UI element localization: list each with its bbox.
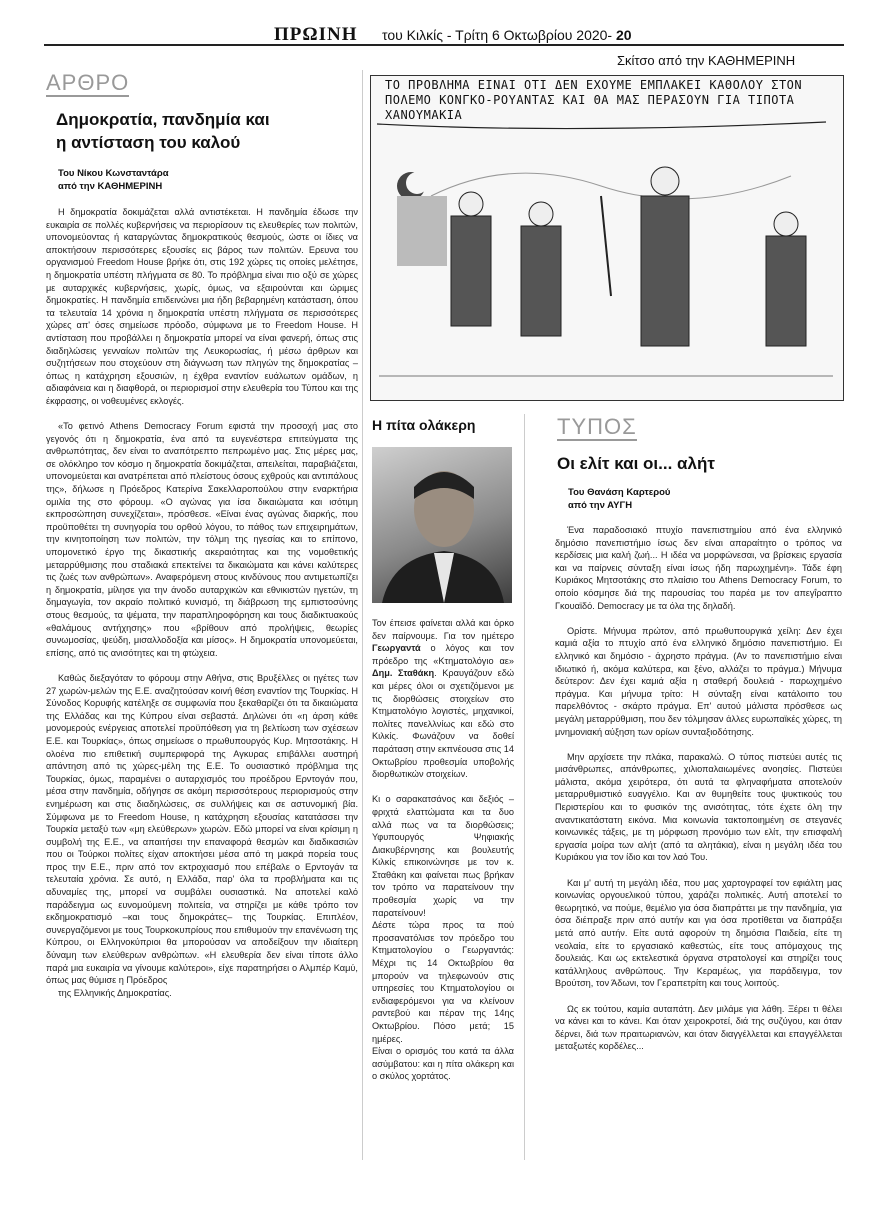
article2-paragraph: Δέστε τώρα προς τα πού προσανατόλισε τον πρόεδρο του Κτηματολογίου ο Γεωργαντάς: Μέχρι τις 14 Οκτωβρίου θα μπορούν να τηλεφωνούν στις υπηρεσίες του Κτηματολογίου οι ενδιαφερόμενοι για να κλείνουν ραντεβού και πέραν της 14ης Οκτωβρίου. Πόσο μετά; 15 ημέρες. <box>372 920 514 1044</box>
article1-paragraph: Η δημοκρατία δοκιμάζεται αλλά αντιστέκεται. Η πανδημία έδωσε την ευκαιρία σε πολλές κυβερνήσεις να περιορίσουν τις ελευθερίες των πολιτών, υπονομεύοντας ή καταργώντας δημοκρατικούς θεσμούς, ώστε οι ίδιες να αποκτήσουν περισσότερες εξουσίες εις βάρος των πολιτών. Ερευνα του οργανισμού Freedom House βρήκε ότι, στις 192 χώρες τις οποίες μελέτησε, η δημοκρατία υπέστη πλήγματα σε 80. Το πρόβλημα είναι πιο οξύ σε χώρες με αυταρχικές κυβερνήσεις, χωρίς, όμως, να εξαιρούνται και ώριμες δημοκρατίες. Η πανδημία επιδεινώνει μια ήδη βεβαρημένη κατάσταση, όπου τα τελευταία 14 χρόνια η δημοκρατία υπέστη πλήγματα σε περισσότερες χώρες απ' όσες σημείωσε πρόοδο, σύμφωνα με το Freedom House. Η αντίσταση που προβάλλει η δημοκρατία μπορεί να είναι φανερή, όπως στις διαδηλώσεις γενναίων πολιτών της Λευκορωσίας, ή μέσω άρθρων και συζητήσεων που στοχεύουν στη διάγνωση των πληγών της δημοκρατίας – όπως η κατάχρηση εξουσιών, η έχθρα εναντίον ευάλωτων ομάδων, η αδιαφάνεια και η διαφθορά, οι περιορισμοί στην ελευθερία του Τύπου και της έκφρασης, οι νοθευμένες εκλογές. <box>46 207 358 406</box>
person-portrait-icon <box>372 447 512 603</box>
article2-headline: Η πίτα ολάκερη <box>372 417 476 433</box>
cartoon-source: Σκίτσο από την ΚΑΘΗΜΕΡΙΝΗ <box>617 53 796 68</box>
article3-headline: Οι ελίτ και οι... αλήτ <box>557 454 715 473</box>
article2-paragraph: Τον έπεισε φαίνεται αλλά και όρκο δεν παίρνουμε. Για τον ημέτερο Γεωργαντά ο λόγος και τον πρόεδρο της «Κτηματολόγιο αε» Δημ. Σταθάκη. Κραυγάζουν εδώ και μέρες όλοι οι σχετιζόμενοι με τις διορθώσεις στοιχείων στο Κτηματολόγιο λογιστές, μηχανικοί, πολίτες πανελλνίως και εδώ στο Κιλκίς. Φωνάζουν να δοθεί παράταση στην εκπνέουσα στις 14 Οκτωβρίου προθεσμία υποβολής διορθωτικών στοιχείων. <box>372 618 514 780</box>
article3-body <box>555 524 842 1066</box>
cartoon-speech-bubble: ΤΟ ΠΡΟΒΛΗΜΑ ΕΙΝΑΙ ΟΤΙ ΔΕΝ ΕΧΟΥΜΕ ΕΜΠΛΑΚΕΙ ΚΑΘΟΛΟΥ ΣΤΟΝ ΠΟΛΕΜΟ ΚΟΝΓΚΟ-ΡΟΥΑΝΤΑΣ ΚΑΙ ΘΑ ΜΑΣ ΠΕΡΑΣΟΥΝ ΓΙΑ ΤΙΠΟΤΑ ΧΑΝΟΥΜΑΚΙΑ <box>385 78 803 122</box>
newspaper-brand: ΠΡΩΙΝΗ <box>274 24 358 45</box>
article1-paragraph-end: της Ελληνικής Δημοκρατίας. <box>58 987 172 998</box>
article1-body <box>46 206 358 1012</box>
article3-paragraph: Ένα παραδοσιακό πτυχίο πανεπιστημίου από ένα ελληνικό δημόσιο πανεπιστήμιο ίσως δεν είναι απαραίτητο ο τρόπος να κερδίσεις μια καλή ζωή... Η ιδέα να μορφώνεσαι, να βρίσκεις εργασία και να παίρνεις σύνταξη είναι ίσως ήδη παρωχημένη». Τάδε έφη Κυριάκος Μητσοτάκης στο πλαίσιο του Athens Democracy Forum, το οποίο κόσμησε διά της παρουσίας του παρέα με τον απεγΐραπτο Γκουαϊδό. Democracy με τα όλα της δηλαδή. <box>555 525 842 611</box>
article3-paragraph: Ορίστε. Μήνυμα πρώτον, από πρωθυπουργικά χείλη: Δεν έχει καμιά αξία το πτυχίο από ένα ελληνικό δημόσιο πανεπιστήμιο. Ει ελληνικό και δημόσιο - άχρηστο πράγμα. (Αν το πανεπιστήμιο είναι ιδιωτικό ή, ακόμα καλύτερα, και ξένο, αλλάζει το πράγμα.) Μήνυμα δεύτερον: Δεν έχει καμιά αξία η σταθερή δουλειά - παρωχημένο πράγμα. Και μήνυμα τρίτο: Η σύνταξη είναι κατάλοιπο του παρελθόντος - σκάρτο πράγμα. Επ' αυτού μάλιστα πρόσθεσε ως μεγάλη μεταρρύθμιση, που δεν τόλμησαν άλλες ευρωπαϊκές χώρες, τη μνημονιακή αύξηση των ορίων συνταξιοδότησης. <box>555 625 842 737</box>
article2-paragraph: Κι ο σαρακατσάνος και δεξιός – φριχτά ελαττώματα και τα δυο αλλά πως να τα διορθώσεις; Υφυπουργός Ψηφιακής Διακυβέρνησης και βουλευτής Κιλκίς επικοινώνησε με τον κ. Σταθάκη και φαίνεται πως βρήκαν τον τρόπο να παρατείνουν την προθεσμία χωρίς να την παρατείνουν! <box>372 794 514 918</box>
politician-photo <box>372 447 512 603</box>
article3-byline: Του Θανάση Καρτερού από την ΑΥΓΗ <box>568 487 671 511</box>
article3-paragraph: Μην αρχίσετε την πλάκα, παρακαλώ. Ο τύπος πιστεύει αυτές τις μισάνθρωπες, απάνθρωπες, χιλιοπαλαιωμένες ανοησίες. Πιστεύει μάλιστα, ακόμα χειρότερα, ότι αυτά τα φληναφήματα αποτελούν μεταρρυθμιστικό ευαγγέλιο. Και αν θυμηθείτε τους ψυκτικούς του Περιστερίου και το φυσικόν της ανισότητας, τότε έχετε όλη την αναντικατάστατη εικόνα. Μια κοινωνία τακτοποιημένη σε στεγανές κοινωνικές τάξεις, με τη μόρφωση προνόμιο των ελίτ, την επισφαλή εργασία μοίρα των αλήτ (από τα αλητάκια), είναι η μεγάλη ιδέα του Κυριάκου για τον ίδιο και τον λαό Του. <box>555 751 842 863</box>
article1-headline: Δημοκρατία, πανδημία και η αντίσταση του καλού <box>56 110 270 152</box>
article2-paragraph: Είναι ο ορισμός του κατά τα άλλα ασύμβατου: και η πίτα ολάκερη και ο σκύλος χορτάτος. <box>372 1046 514 1082</box>
page-number: 20 <box>615 27 632 43</box>
article3-paragraph: Και μ' αυτή τη μεγάλη ιδέα, που μας χαρτογραφεί τον εφιάλτη μας κοινωνίας οργουελικού τύπου, χαράζει πολιτικές. Αυτή αποτελεί το θεωρητικό, να πούμε, θεμέλιο για όσα διαπράττει με την πανδημία, για όσα διέπραξε πριν από αυτήν και για όσα προτίθεται να διαπράξει μετά από αυτήν. Είτε αυτά αφορούν τη δημόσια Παιδεία, είτε τη νεολαία, είτε το εργασιακό καθεστώς, είτε τους απόμαχους της δουλειάς. Και ως εκτελεστικά όργανα στρατολογεί και στηρίζει τους κατάλληλους ανθρώπους. Την Κεραμέως, για παράδειγμα, τον Βρούτση, τον Άδωνι, τον Γεραπετρίτη και τους λοιπούς. <box>555 877 842 989</box>
masthead <box>44 24 844 46</box>
cartoon-drawing <box>371 76 843 400</box>
article1-byline: Του Νίκου Κωνσταντάρα από την ΚΑΘΗΜΕΡΙΝΗ <box>58 168 169 192</box>
cartoon-illustration <box>370 75 844 401</box>
section-label-typos: ΤΥΠΟΣ <box>557 414 637 439</box>
article2-body <box>372 617 514 1096</box>
column-rule <box>524 414 525 1160</box>
article1-paragraph: Καθώς διεξαγόταν το φόρουμ στην Αθήνα, στις Βρυξέλλες οι ηγέτες των 27 χωρών-μελών της Ε.Ε. αναζητούσαν κοινή θέση εναντίον της Τουρκίας. Η Σύνοδος Κορυφής κατέληξε σε συμφωνία που ξεκαθαρίζει ότι τα δικαιώματα της Ελλάδας και της Κύπρου είναι σεβαστά. Δηλώνει ότι «η άρση κάθε μονομερούς ενέργειας αποτελεί προϋπόθεση για τη βελτίωση των σχέσεων Ε.Ε. και Τουρκίας», όπως σημείωσε ο πρωθυπουργός Κυρ. Μητσοτάκης. Η ολοένα πιο επιθετική συμπεριφορά της Αγκυρας επιβάλλει αυστηρή απάντηση από τις χώρες-μέλη της Ε.Ε. Το ουσιαστικό πρόβλημα της Τουρκίας, όμως, παραμένει ο αυταρχισμός του προέδρου Ερντογάν που, μέσα στην πανδημία, οδήγησε σε ακόμη περισσότερους περιορισμούς στην ενημέρωση και στις διαδηλώσεις, σε συλλήψεις και σε αστυνομική βία. Σύμφωνα με το Freedom House, η κατάχρηση εξουσίας κατατάσσει την Τουρκία μεταξύ των «μη ελεύθερων» χωρών. Εδώ μπορεί να είναι κρίσιμη η συμβολή της Ε.Ε., να απαιτήσει την επαναφορά θεσμών και διαδικασιών που οι Τούρκοι πολίτες είχαν αποκτήσει μέσα από τη μακρά πορεία τους προς την Ε.Ε., πριν από τον εκτροχιασμό που επέβαλε ο Ερντογάν τα τελευταία χρόνια. Σε αυτό, η Ελλάδα, παρ' όλα τα προβλήματα και τις αδυναμίες της, μπορεί να συμβάλει ουσιαστικά. Να αποτελεί καλό παράδειγμα ως ευνομούμενη πολιτεία, να στηρίζει με κάθε τρόπο τον εκδημοκρατισμό –και τους δημοκράτες– της Τουρκίας. Επιπλέον, συνεργαζόμενοι με τους Τουρκοκυπρίους που επιθυμούν την επανένωση της Κύπρου, οι Ελληνοκύπριοι θα μπορούσαν να αποδείξουν την ιδιαίτερη δύναμη των ελεύθερων ανθρώπων. «Η ελευθερία δεν είναι τίποτε άλλο παρά μια ευκαιρία να γίνουμε καλύτεροι», είχε παρατηρήσει ο Αλμπέρ Καμύ, όπως μας θύμισε η Πρόεδρος <box>46 672 358 986</box>
section-label-arthro: ΑΡΘΡΟ <box>46 70 130 95</box>
column-rule <box>362 70 363 1160</box>
issue-date: του Κιλκίς - Τρίτη 6 Οκτωβρίου 2020- 20 <box>382 27 632 43</box>
article1-paragraph: «Το φετινό Athens Democracy Forum εφιστά την προσοχή μας στο γεγονός ότι η δημοκρατία, ένα από τα ευγενέστερα επιτεύγματα της ανθρωπότητας, δεν είναι το αναπότρεπτο πεπρωμένο μας. Στις μέρες μας, σε ολόκληρο τον κόσμο η δημοκρατία δοκιμάζεται, απειλείται, παραβιάζεται, υπονομεύεται και ανατρέπεται από πλείστους όσους εχθρούς και αντιπάλους της», δήλωσε η Πρόεδρος Κατερίνα Σακελλαροπούλου στην εναρκτήρια ομιλία της στο φόρουμ. «Ο αγώνας για ίσα δικαιώματα και ισότιμη εκπροσώπηση συνεχίζεται», πρόσθεσε. «Είναι ένας αγώνας διαρκής, που προϋποθέτει τη συνηγορία του ορθού λόγου, το πάθος των επιχειρημάτων, την κινητοποίηση των πολιτών, την τόλμη της ηγεσίας και το επίπονο, υπομονετικό έργο της δικαστικής ακεραιότητας και της νομοθετικής μεταρρύθμισης που σταδιακά επεκτείνει τα δικαιώματα και κάνει καλύτερες τις ζωές των ανθρώπων». Αναφερόμενη στους κινδύνους που αντιμετωπίζει η δημοκρατία, μίλησε για την άνοδο αυταρχικών και εθνικιστών ηγετών, τη δημαγωγία, τον ακραίο πολιτικό κυνισμό, τη διάβρωση της εμπιστοσύνης στους θεσμούς, τα ψέματα, την παραπληροφόρηση και τους διαδικτυακούς «θαλάμους αντήχησης» που «βρίθουν από προλήψεις, θεωρίες συνωμοσίας, ψεύδη, μισαλλοδοξία και μίσος». Η δημοκρατία υπονομεύεται, επίσης, από τις ανισότητες και τη φτώχεια. <box>46 421 358 658</box>
article3-paragraph: Ως εκ τούτου, καμία αυταπάτη. Δεν μιλάμε για λάθη. Ξέρει τι θέλει να κάνει και το κάνει. Και όταν χειροκροτεί, διά της συζύγου, και όταν δέρνει, διά των πραιτωριανών, και όταν διαγγέλλεται και επαγγέλλεται μεταξωτές κορδέλες... <box>555 1003 842 1052</box>
